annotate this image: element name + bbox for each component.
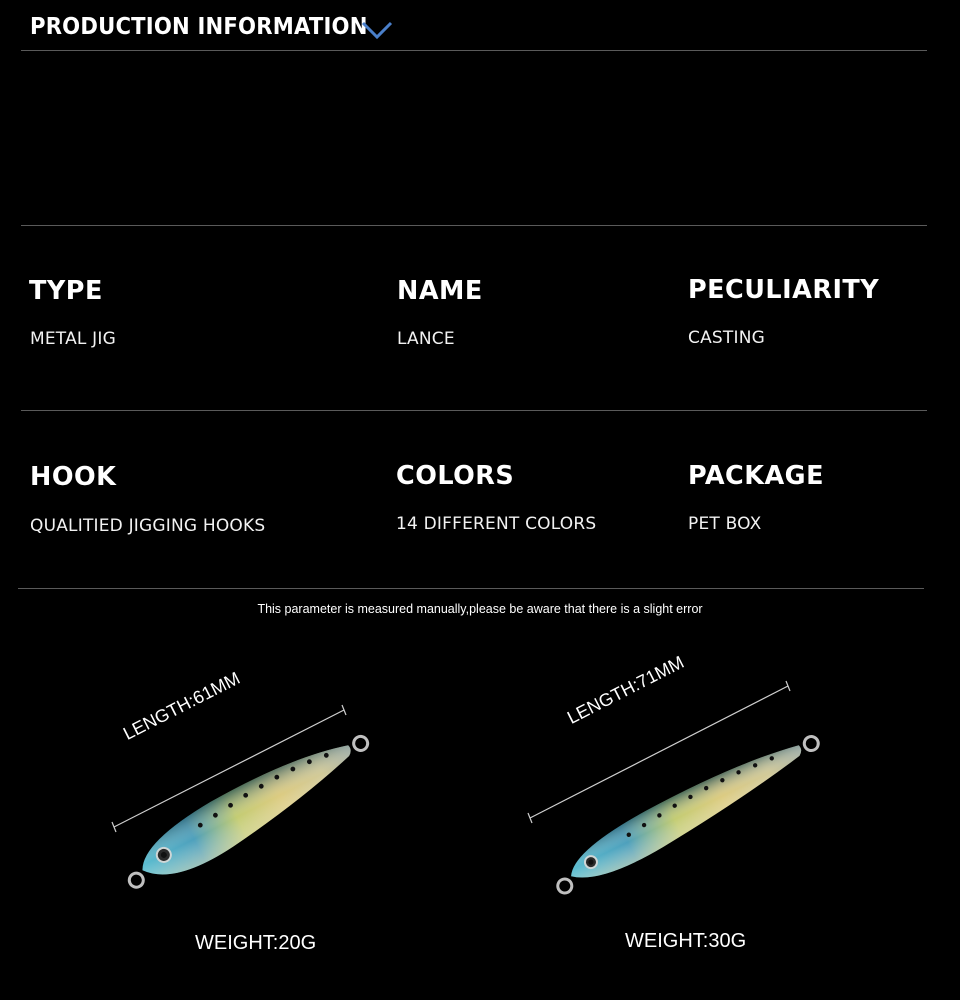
spec-label-colors: COLORS: [396, 461, 515, 491]
spec-value-package: PET BOX: [688, 514, 762, 534]
page-title: PRODUCTION INFORMATION: [30, 14, 368, 40]
header-divider: [21, 50, 927, 51]
spec-value-name: LANCE: [397, 329, 455, 349]
spec-value-peculiarity: CASTING: [688, 328, 765, 348]
spec-value-hook: QUALITIED JIGGING HOOKS: [30, 516, 266, 536]
weight-label-20g: WEIGHT:20G: [195, 932, 317, 954]
length-label-61mm: LENGTH:61MM: [120, 667, 244, 744]
spec-value-type: METAL JIG: [30, 329, 116, 349]
spec-label-name: NAME: [397, 276, 483, 306]
spec-label-hook: HOOK: [30, 462, 117, 492]
length-label-71mm: LENGTH:71MM: [564, 651, 688, 728]
section-divider: [18, 588, 924, 589]
measurement-note: This parameter is measured manually,please be aware that there is a slight error: [257, 602, 703, 616]
spec-label-type: TYPE: [29, 276, 103, 306]
chevron-down-icon[interactable]: [360, 19, 394, 41]
weight-label-30g: WEIGHT:30G: [625, 930, 747, 952]
spec-label-peculiarity: PECULIARITY: [688, 275, 880, 305]
section-divider: [21, 225, 927, 226]
section-divider: [21, 410, 927, 411]
spec-label-package: PACKAGE: [688, 461, 824, 491]
spec-value-colors: 14 DIFFERENT COLORS: [396, 514, 597, 534]
